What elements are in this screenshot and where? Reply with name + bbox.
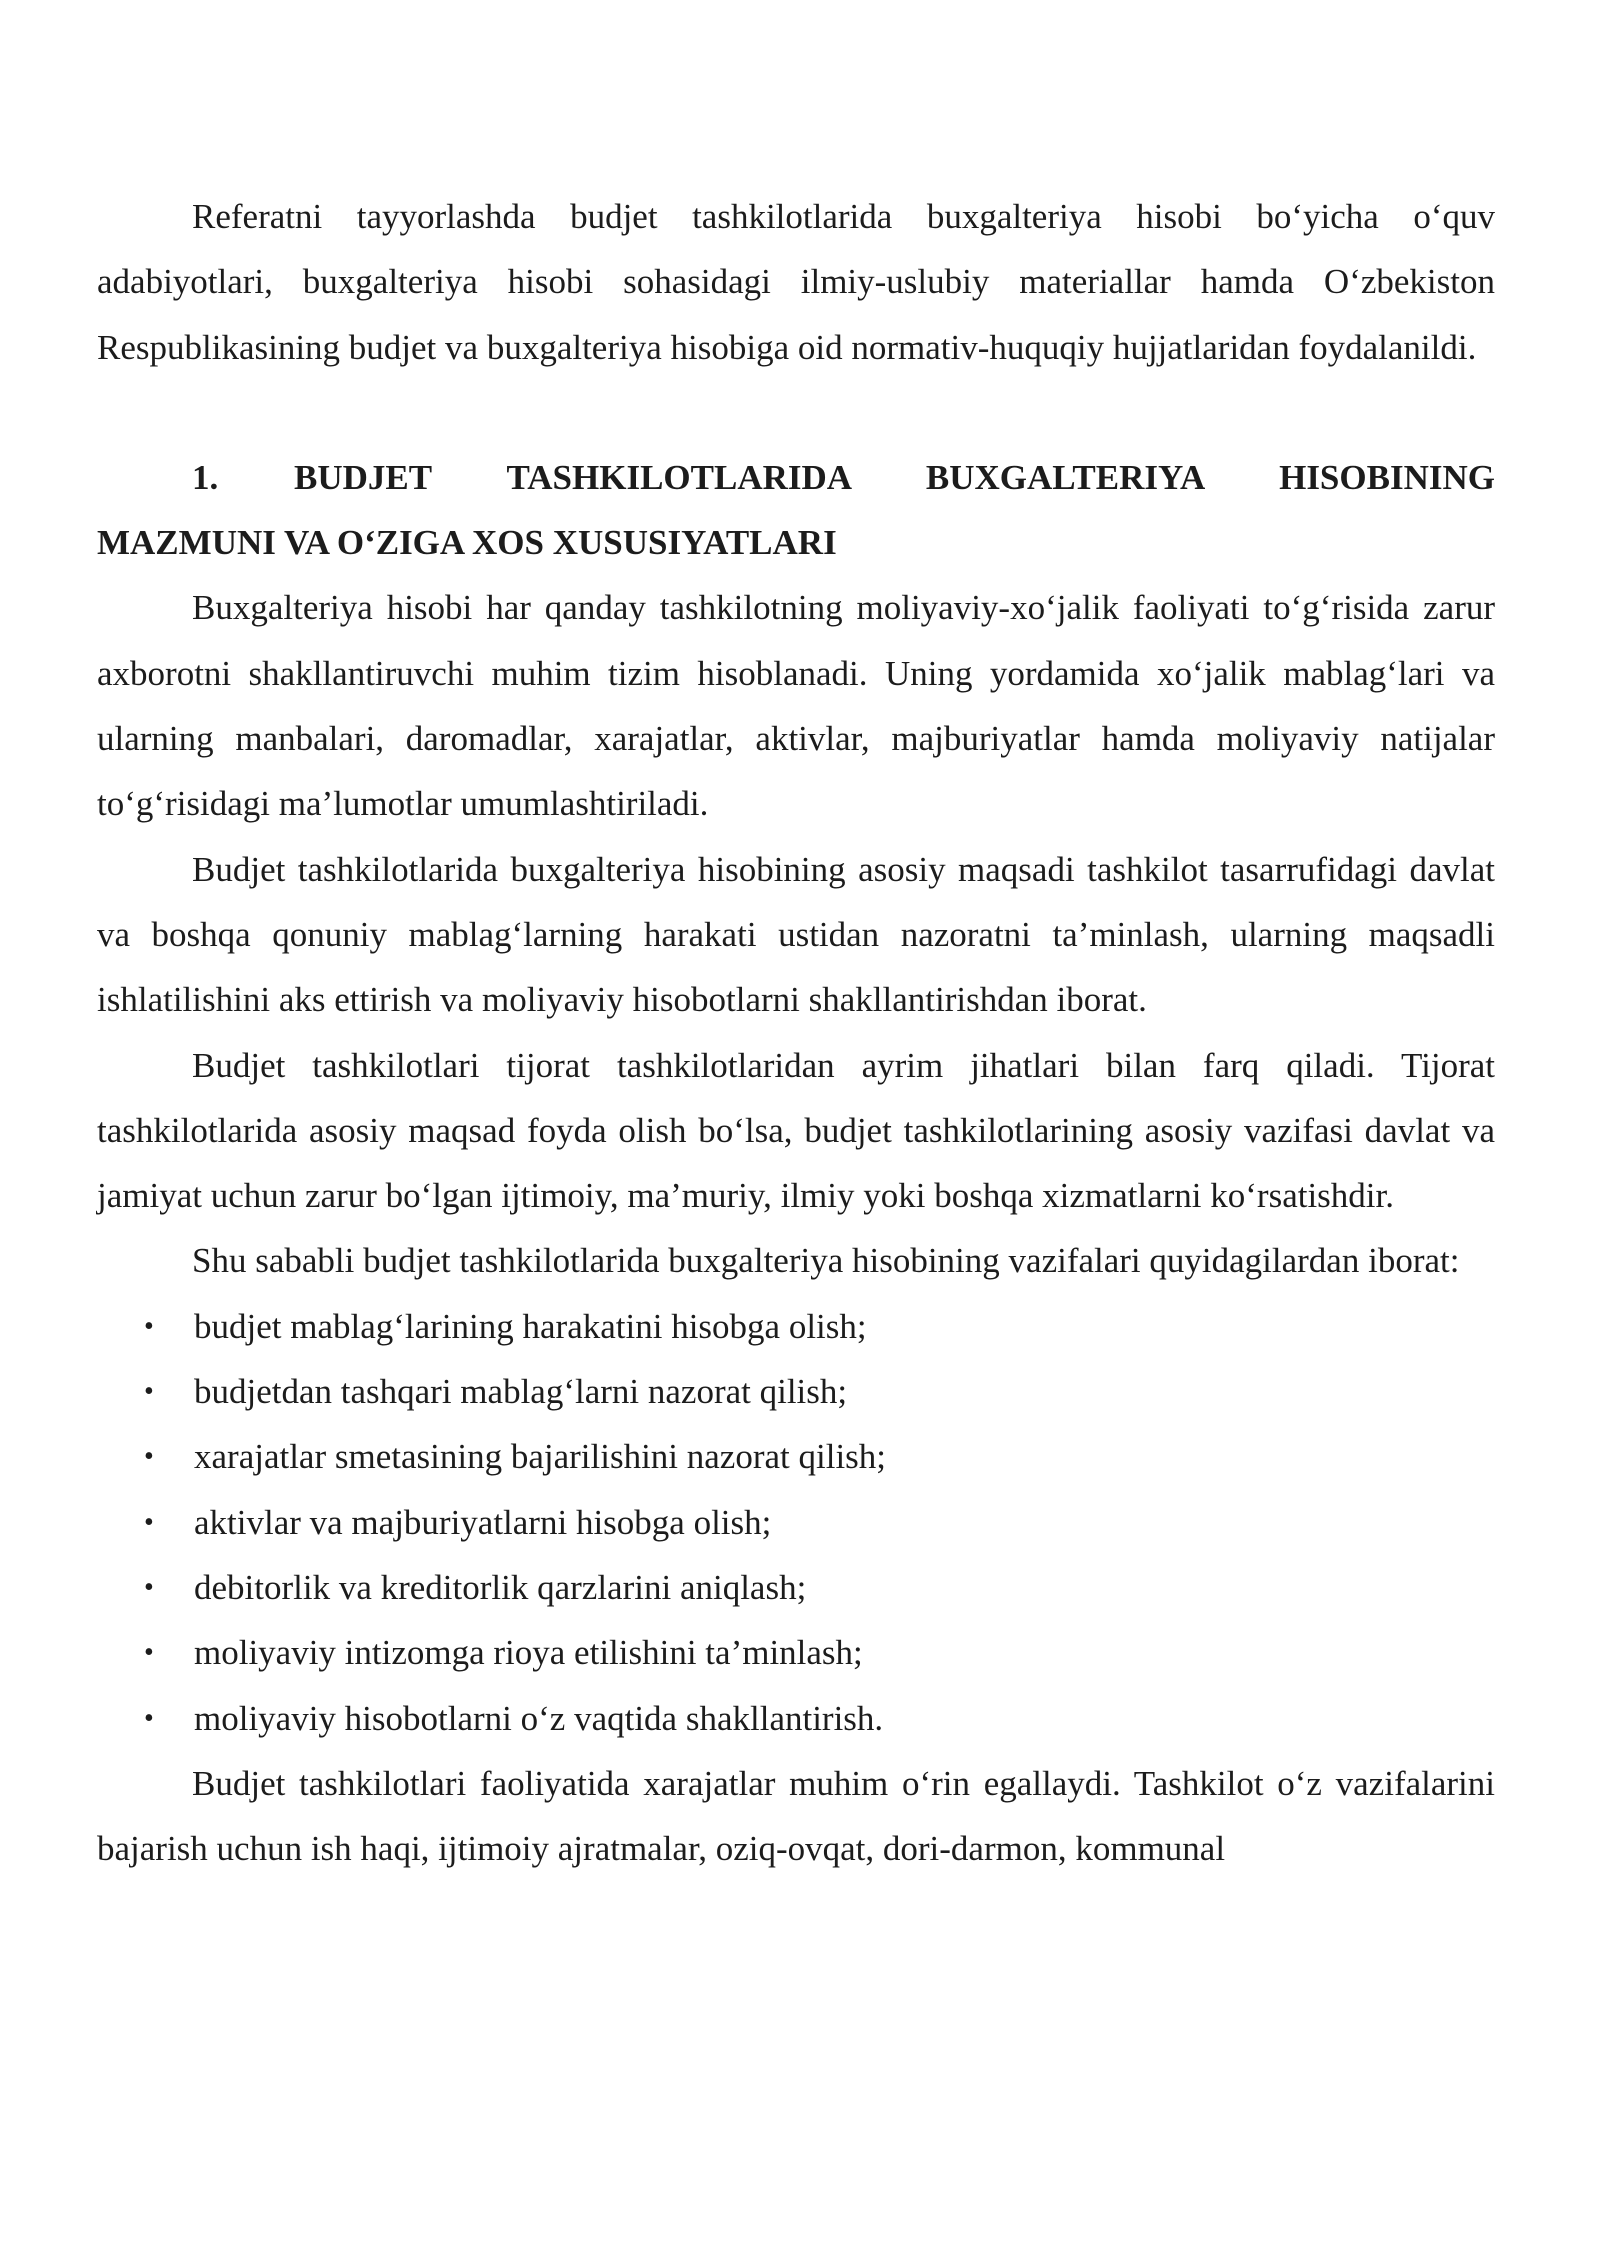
tasks-list <box>97 1294 1495 1751</box>
list-item <box>97 1620 1495 1685</box>
list-item <box>97 1359 1495 1424</box>
body-paragraph: Buxgalteriya hisobi har qanday tashkilotning moliyaviy-xo‘jalik faoliyati to‘g‘risida zarur axborotni shakllantiruvchi muhim tizim hisoblanadi. Uning yordamida xo‘jalik mablag‘lari va ularning manbalari, daromadlar, xarajatlar, aktivlar, majburiyatlar hamda moliyaviy natijalar to‘g‘risidagi ma’lumotlar umumlashtiriladi. <box>97 588 1495 824</box>
list-item-text: budjetdan tashqari mablag‘larni nazorat qilish; <box>194 1372 848 1412</box>
list-item <box>97 1294 1495 1359</box>
bullet-icon: • <box>144 1702 154 1734</box>
section-heading-line-1: 1. BUDJET TASHKILOTLARIDA BUXGALTERIYA HISOBINING <box>192 457 1495 497</box>
bullet-icon: • <box>144 1376 154 1408</box>
list-item-text: moliyaviy hisobotlarni o‘z vaqtida shakllantirish. <box>194 1698 884 1738</box>
section-heading <box>97 445 1495 576</box>
bullet-icon: • <box>144 1441 154 1473</box>
list-item <box>97 1490 1495 1555</box>
closing-paragraph: Budjet tashkilotlari faoliyatida xarajatlar muhim o‘rin egallaydi. Tashkilot o‘z vazifalarini bajarish uchun ish haqi, ijtimoiy ajratmalar, oziq-ovqat, dori-darmon, kommunal <box>97 1763 1495 1869</box>
section-heading-line-2: MAZMUNI VA O‘ZIGA XOS XUSUSIYATLARI <box>97 523 837 563</box>
bullet-icon: • <box>144 1571 154 1603</box>
list-item <box>97 1686 1495 1751</box>
body-paragraph: Shu sababli budjet tashkilotlarida buxgalteriya hisobining vazifalari quyidagilardan iborat: <box>192 1241 1460 1281</box>
list-item <box>97 1555 1495 1620</box>
document-page <box>97 184 1495 1881</box>
list-item-text: budjet mablag‘larining harakatini hisobga olish; <box>194 1306 867 1346</box>
list-item-text: debitorlik va kreditorlik qarzlarini aniqlash; <box>194 1567 807 1607</box>
bullet-icon: • <box>144 1310 154 1342</box>
body-paragraph: Budjet tashkilotlari tijorat tashkilotlaridan ayrim jihatlari bilan farq qiladi. Tijorat tashkilotlarida asosiy maqsad foyda olish bo‘lsa, budjet tashkilotlarining asosiy vazifasi davlat va jamiyat uchun zarur bo‘lgan ijtimoiy, ma’muriy, ilmiy yoki boshqa xizmatlarni ko‘rsatishdir. <box>97 1045 1495 1216</box>
list-item-text: xarajatlar smetasining bajarilishini nazorat qilish; <box>194 1437 887 1477</box>
bullet-icon: • <box>144 1506 154 1538</box>
list-item-text: aktivlar va majburiyatlarni hisobga olish; <box>194 1502 772 1542</box>
bullet-icon: • <box>144 1637 154 1669</box>
list-item <box>97 1424 1495 1489</box>
section-spacer <box>97 380 1495 445</box>
list-item-text: moliyaviy intizomga rioya etilishini ta’minlash; <box>194 1633 863 1673</box>
intro-paragraph: Referatni tayyorlashda budjet tashkilotlarida buxgalteriya hisobi bo‘yicha o‘quv adabiyotlari, buxgalteriya hisobi sohasidagi ilmiy-uslubiy materiallar hamda O‘zbekiston Respublikasining budjet va buxgalteriya hisobiga oid normativ-huquqiy hujjatlaridan foydalanildi. <box>97 197 1495 367</box>
body-paragraph: Budjet tashkilotlarida buxgalteriya hisobining asosiy maqsadi tashkilot tasarrufidagi davlat va boshqa qonuniy mablag‘larning harakati ustidan nazoratni ta’minlash, ularning maqsadli ishlatilishini aks ettirish va moliyaviy hisobotlarni shakllantirishdan iborat. <box>97 849 1495 1020</box>
